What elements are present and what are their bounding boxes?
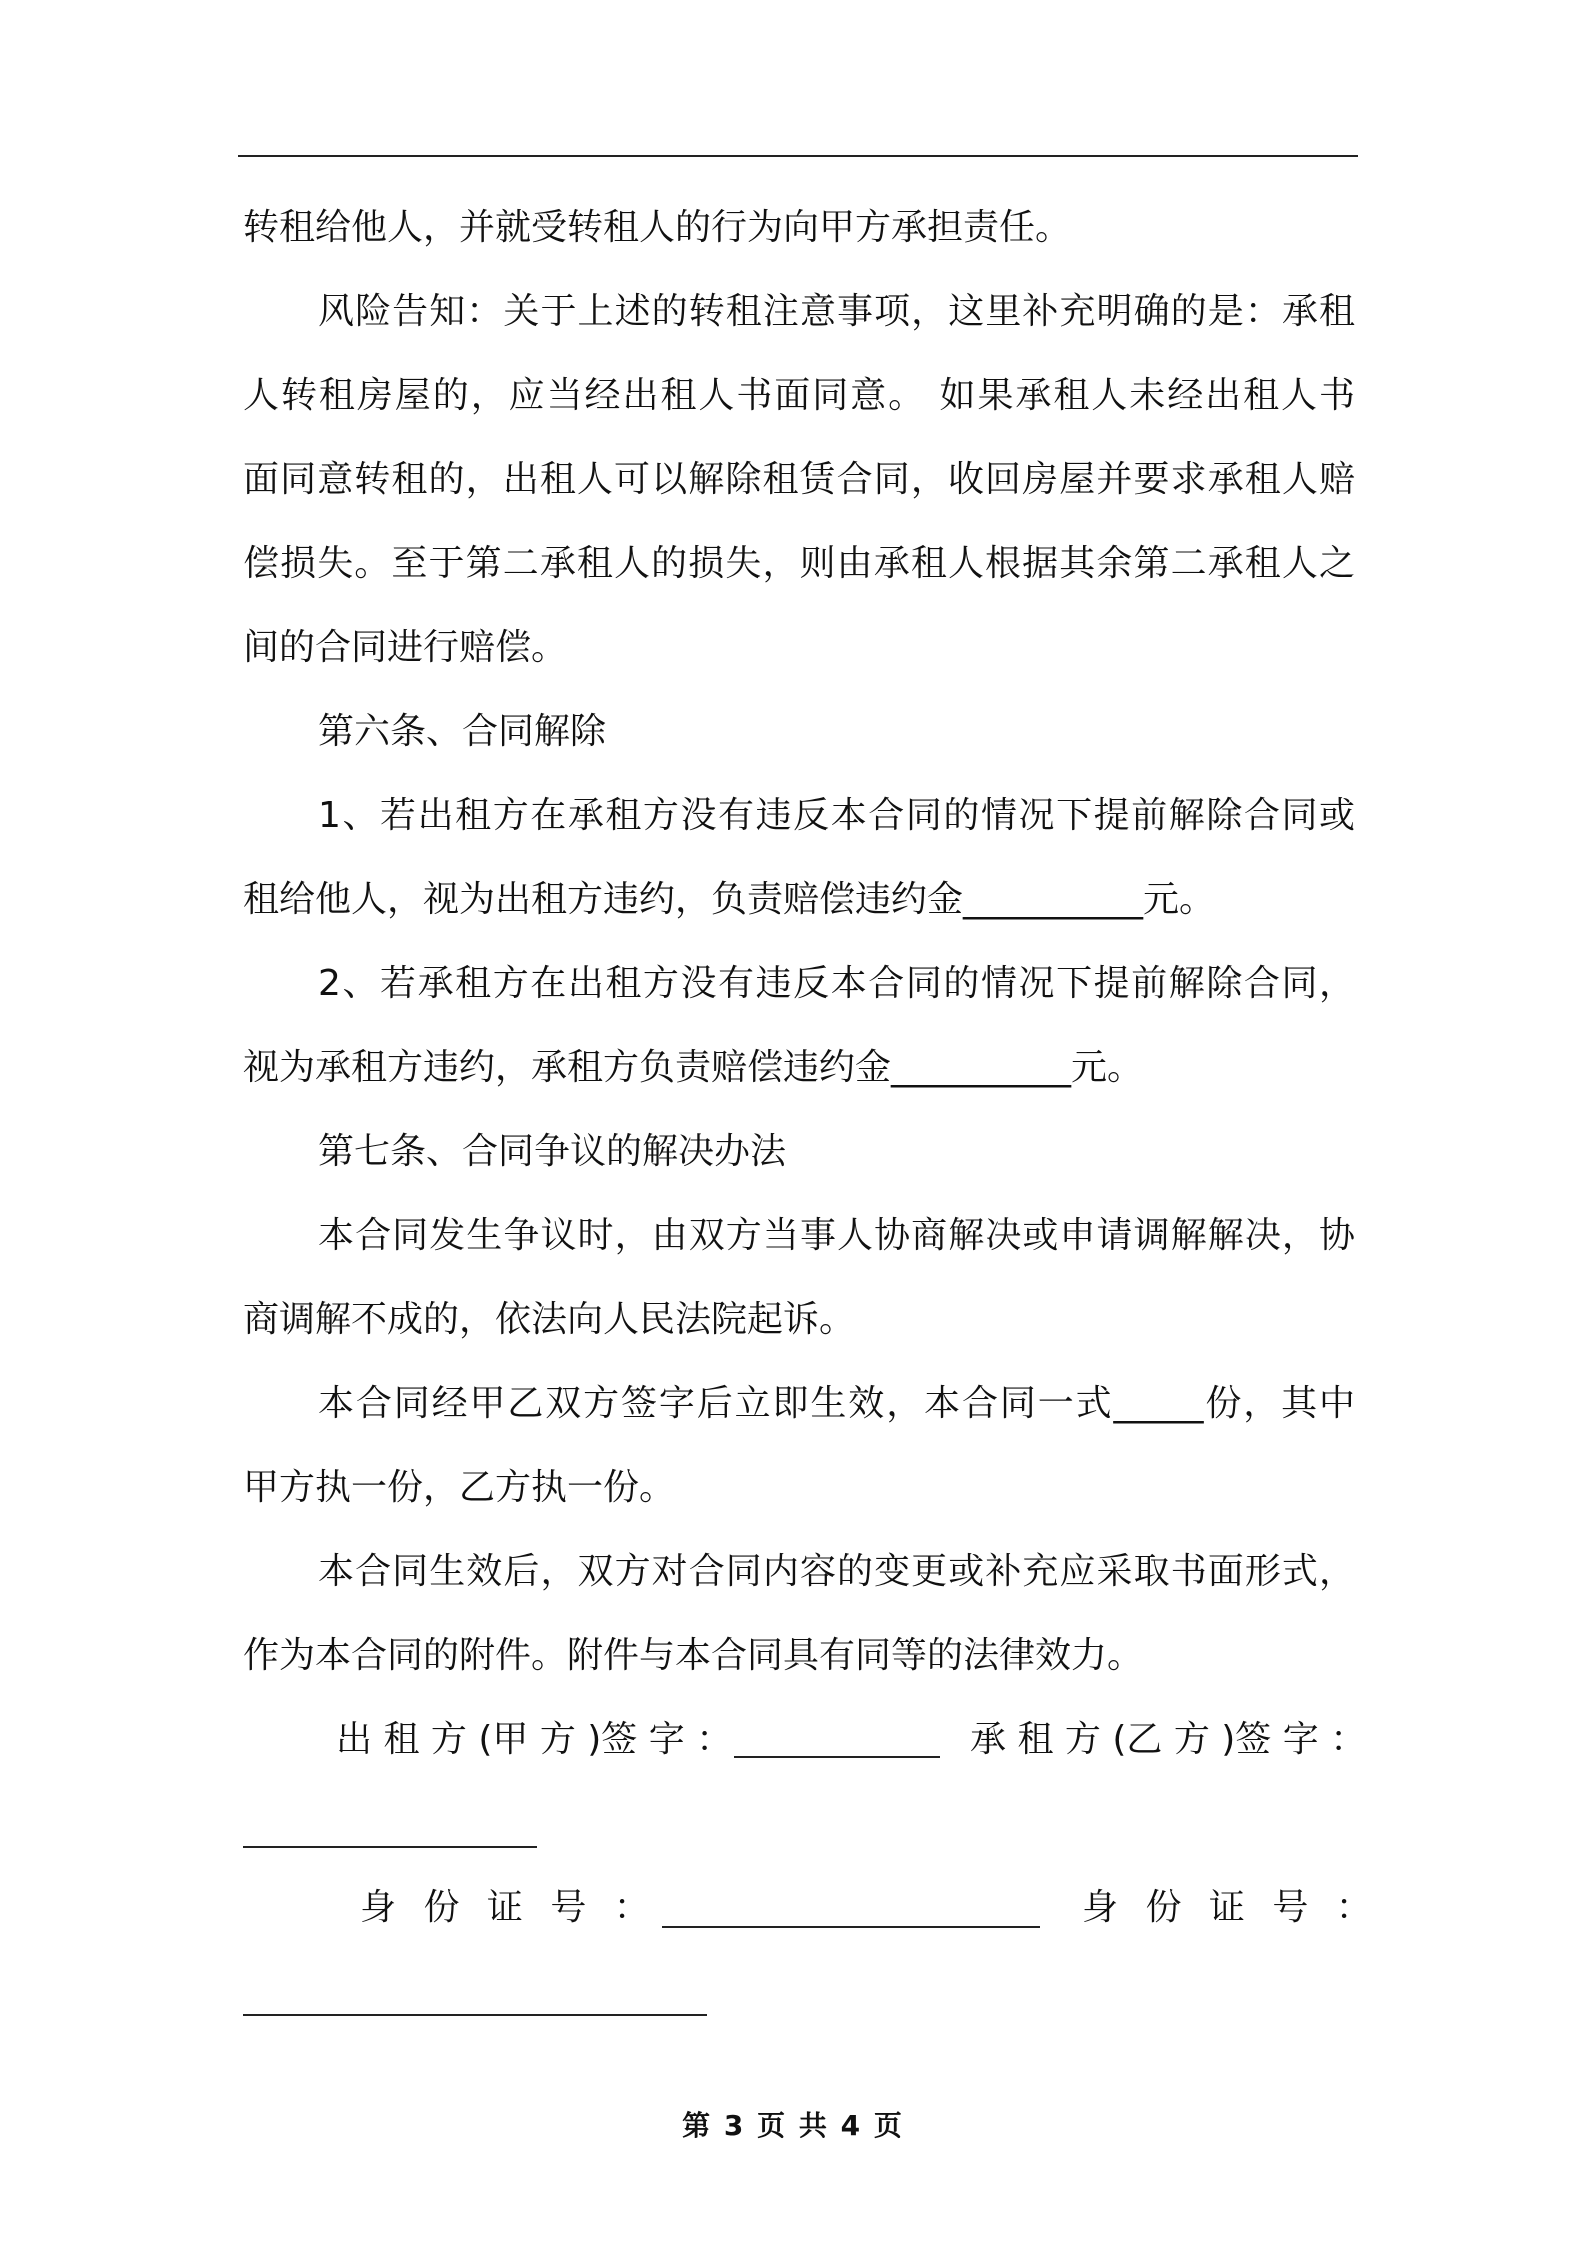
lessor-signature-blank: [734, 1756, 940, 1758]
paragraph-line: 视为承租方违约，承租方负责赔偿违约金__________元。: [243, 1047, 1144, 1088]
paragraph-line: 本合同经甲乙双方签字后立即生效，本合同一式_____份，其中: [318, 1383, 1355, 1424]
paragraph-line: 转租给他人，并就受转租人的行为向甲方承担责任。: [243, 207, 1072, 248]
section-heading: 第六条、合同解除: [318, 711, 607, 752]
paragraph-line: 人转租房屋的，应当经出租人书面同意。 如果承租人未经出租人书: [243, 375, 1355, 416]
lessor-id-blank: [662, 1926, 1040, 1928]
paragraph-line: 租给他人，视为出租方违约，负责赔偿违约金__________元。: [243, 879, 1216, 920]
paragraph-line: 甲方执一份，乙方执一份。: [243, 1467, 676, 1508]
lessee-id-label: 身 份 证 号 ：: [1082, 1887, 1380, 1928]
lessor-signature-label: 出 租 方 (甲 方 )签 字 ：: [336, 1719, 733, 1760]
paragraph-line: 风险告知：关于上述的转租注意事项，这里补充明确的是：承租: [318, 291, 1355, 332]
paragraph-line: 偿损失。至于第二承租人的损失，则由承租人根据其余第二承租人之: [243, 543, 1355, 584]
paragraph-line: 面同意转租的，出租人可以解除租赁合同，收回房屋并要求承租人赔: [243, 459, 1355, 500]
paragraph-line: 2、若承租方在出租方没有违反本合同的情况下提前解除合同，: [318, 963, 1355, 1004]
paragraph-line: 作为本合同的附件。附件与本合同具有同等的法律效力。: [243, 1635, 1144, 1676]
page-number: 第 3 页 共 4 页: [682, 2109, 904, 2142]
lessee-signature-blank: [243, 1846, 537, 1848]
paragraph-line: 间的合同进行赔偿。: [243, 627, 568, 668]
lessee-id-blank: [243, 2014, 707, 2016]
lessee-signature-label: 承 租 方 (乙 方 )签 字 ：: [970, 1719, 1367, 1760]
lessor-id-label: 身 份 证 号 ：: [360, 1887, 658, 1928]
section-heading: 第七条、合同争议的解决办法: [318, 1131, 787, 1172]
paragraph-line: 本合同发生争议时，由双方当事人协商解决或申请调解解决，协: [318, 1215, 1355, 1256]
paragraph-line: 本合同生效后，双方对合同内容的变更或补充应采取书面形式，: [318, 1551, 1355, 1592]
paragraph-line: 1、若出租方在承租方没有违反本合同的情况下提前解除合同或: [318, 795, 1355, 836]
paragraph-line: 商调解不成的，依法向人民法院起诉。: [243, 1299, 856, 1340]
header-rule: [238, 155, 1358, 157]
